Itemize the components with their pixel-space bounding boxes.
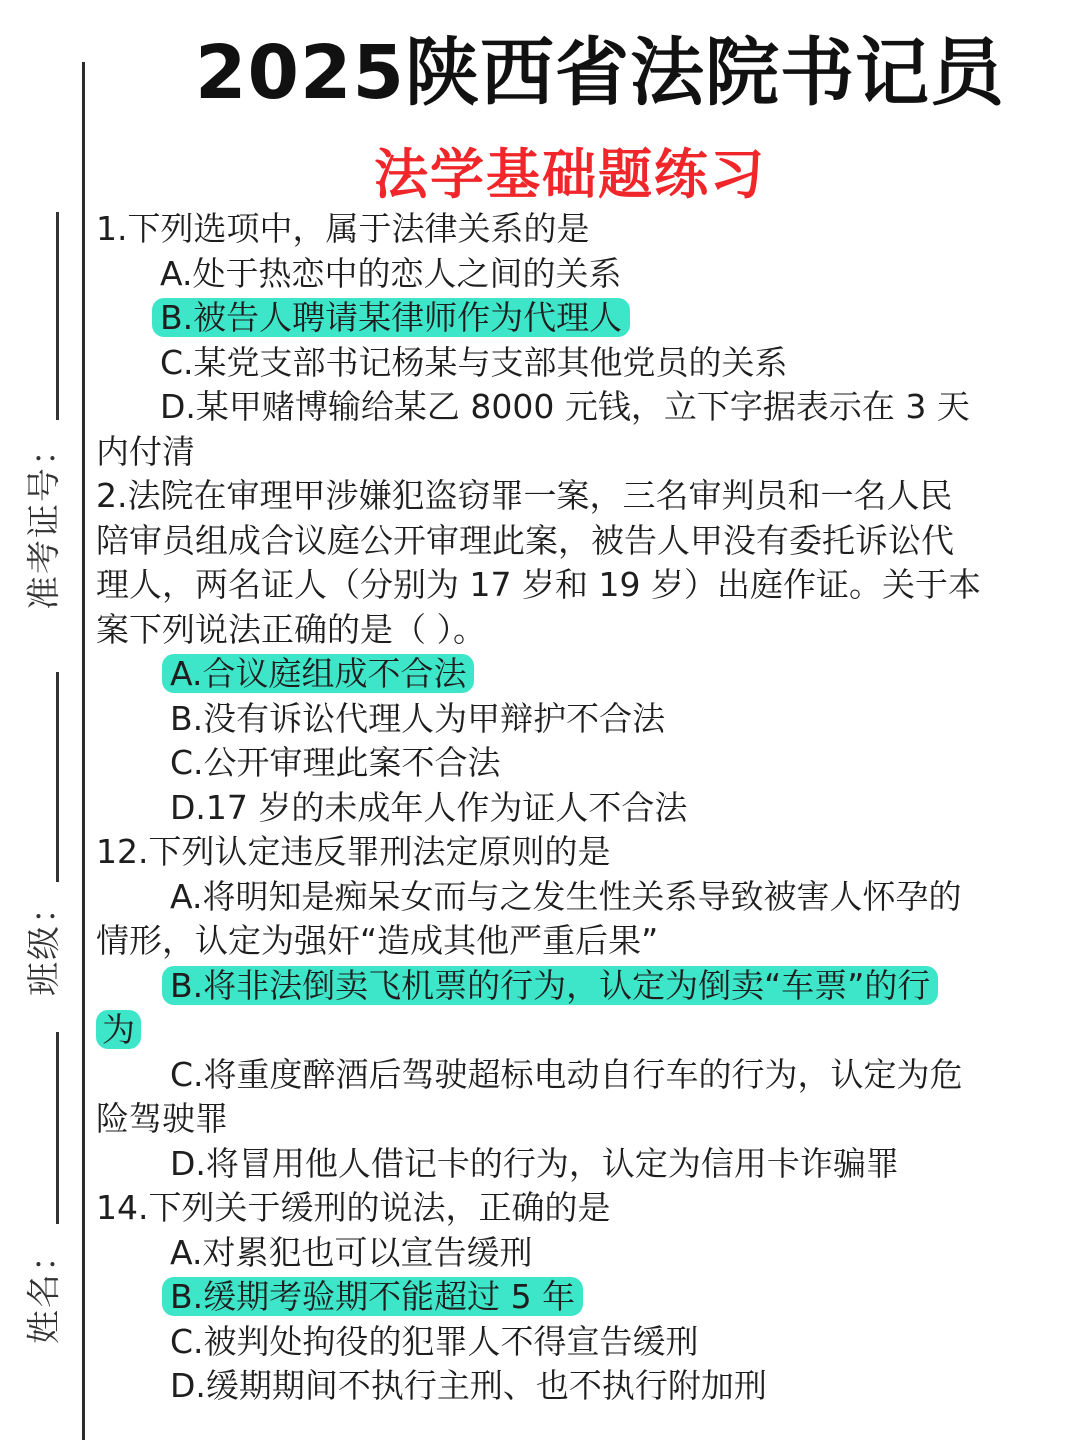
option-c-continued: 险驾驶罪 [96, 1099, 228, 1138]
answer-highlight: A.合议庭组成不合法 [162, 654, 474, 693]
option-text: D.17 岁的未成年人作为证人不合法 [170, 787, 688, 827]
page-title: 2025陕西省法院书记员 [195, 30, 1005, 116]
question-14 [96, 1186, 1060, 1409]
option-d [96, 385, 1060, 430]
class-label: 班级： [24, 888, 65, 996]
option-d [96, 1142, 1060, 1187]
option-text: D.缓期期间不执行主刑、也不执行附加刑 [170, 1366, 767, 1405]
option-d [96, 1364, 1060, 1409]
answer-highlight: B.将非法倒卖飞机票的行为，认定为倒卖“车票”的行 [162, 966, 938, 1005]
option-text: A.对累犯也可以宣告缓刑 [170, 1232, 533, 1272]
option-text: B.没有诉讼代理人为甲辩护不合法 [170, 698, 666, 738]
question-12 [96, 830, 1060, 1186]
page-subtitle: 法学基础题练习 [374, 143, 766, 206]
question-stem: 陪审员组成合议庭公开审理此案，被告人甲没有委托诉讼代 [96, 520, 954, 560]
option-c [96, 741, 1060, 786]
option-a-correct [96, 652, 1060, 697]
option-d [96, 786, 1060, 831]
option-c [96, 341, 1060, 386]
exam-id-label: 准考证号： [24, 430, 65, 610]
question-stem: 案下列说法正确的是（ ）。 [96, 609, 486, 649]
option-a [96, 1231, 1060, 1276]
option-a [96, 252, 1060, 297]
option-c [96, 1320, 1060, 1365]
name-blank [56, 1032, 59, 1224]
binding-margin-line [82, 62, 85, 1440]
exam-id-blank [56, 212, 59, 420]
option-text: C.某党支部书记杨某与支部其他党员的关系 [160, 342, 788, 382]
question-list [96, 207, 1060, 1409]
option-text: D.将冒用他人借记卡的行为，认定为信用卡诈骗罪 [170, 1143, 899, 1183]
option-text: C.公开审理此案不合法 [170, 743, 501, 782]
question-stem: 2.法院在审理甲涉嫌犯盗窃罪一案，三名审判员和一名人民 [96, 476, 953, 515]
option-text: C.被判处拘役的犯罪人不得宣告缓刑 [170, 1321, 699, 1361]
answer-highlight: 为 [96, 1010, 141, 1049]
question-1 [96, 207, 1060, 474]
option-text: D.某甲赌博输给某乙 8000 元钱，立下字据表示在 3 天 [160, 387, 970, 426]
question-2 [96, 474, 1060, 830]
question-stem: 12.下列认定违反罪刑法定原则的是 [96, 832, 611, 871]
name-label: 姓名： [24, 1236, 65, 1344]
option-b [96, 697, 1060, 742]
answer-highlight: B.缓期考验期不能超过 5 年 [162, 1277, 583, 1316]
option-b-continued [96, 1008, 1060, 1053]
option-b-correct [96, 964, 1060, 1009]
question-stem: 1.下列选项中，属于法律关系的是 [96, 209, 590, 248]
option-text: A.将明知是痴呆女而与之发生性关系导致被害人怀孕的 [170, 876, 962, 916]
option-c [96, 1053, 1060, 1098]
option-a [96, 875, 1060, 920]
option-a-continued: 情形，认定为强奸“造成其他严重后果” [96, 921, 659, 960]
option-b-correct [96, 296, 1060, 341]
answer-highlight: B.被告人聘请某律师作为代理人 [152, 298, 630, 337]
class-blank [56, 672, 59, 882]
option-text: A.处于热恋中的恋人之间的关系 [160, 253, 622, 293]
question-stem: 14.下列关于缓刑的说法，正确的是 [96, 1188, 611, 1227]
option-d-continued: 内付清 [96, 431, 195, 471]
question-stem: 理人，两名证人（分别为 17 岁和 19 岁）出庭作证。关于本 [96, 565, 981, 604]
option-text: C.将重度醉酒后驾驶超标电动自行车的行为，认定为危 [170, 1054, 963, 1094]
option-b-correct [96, 1275, 1060, 1320]
